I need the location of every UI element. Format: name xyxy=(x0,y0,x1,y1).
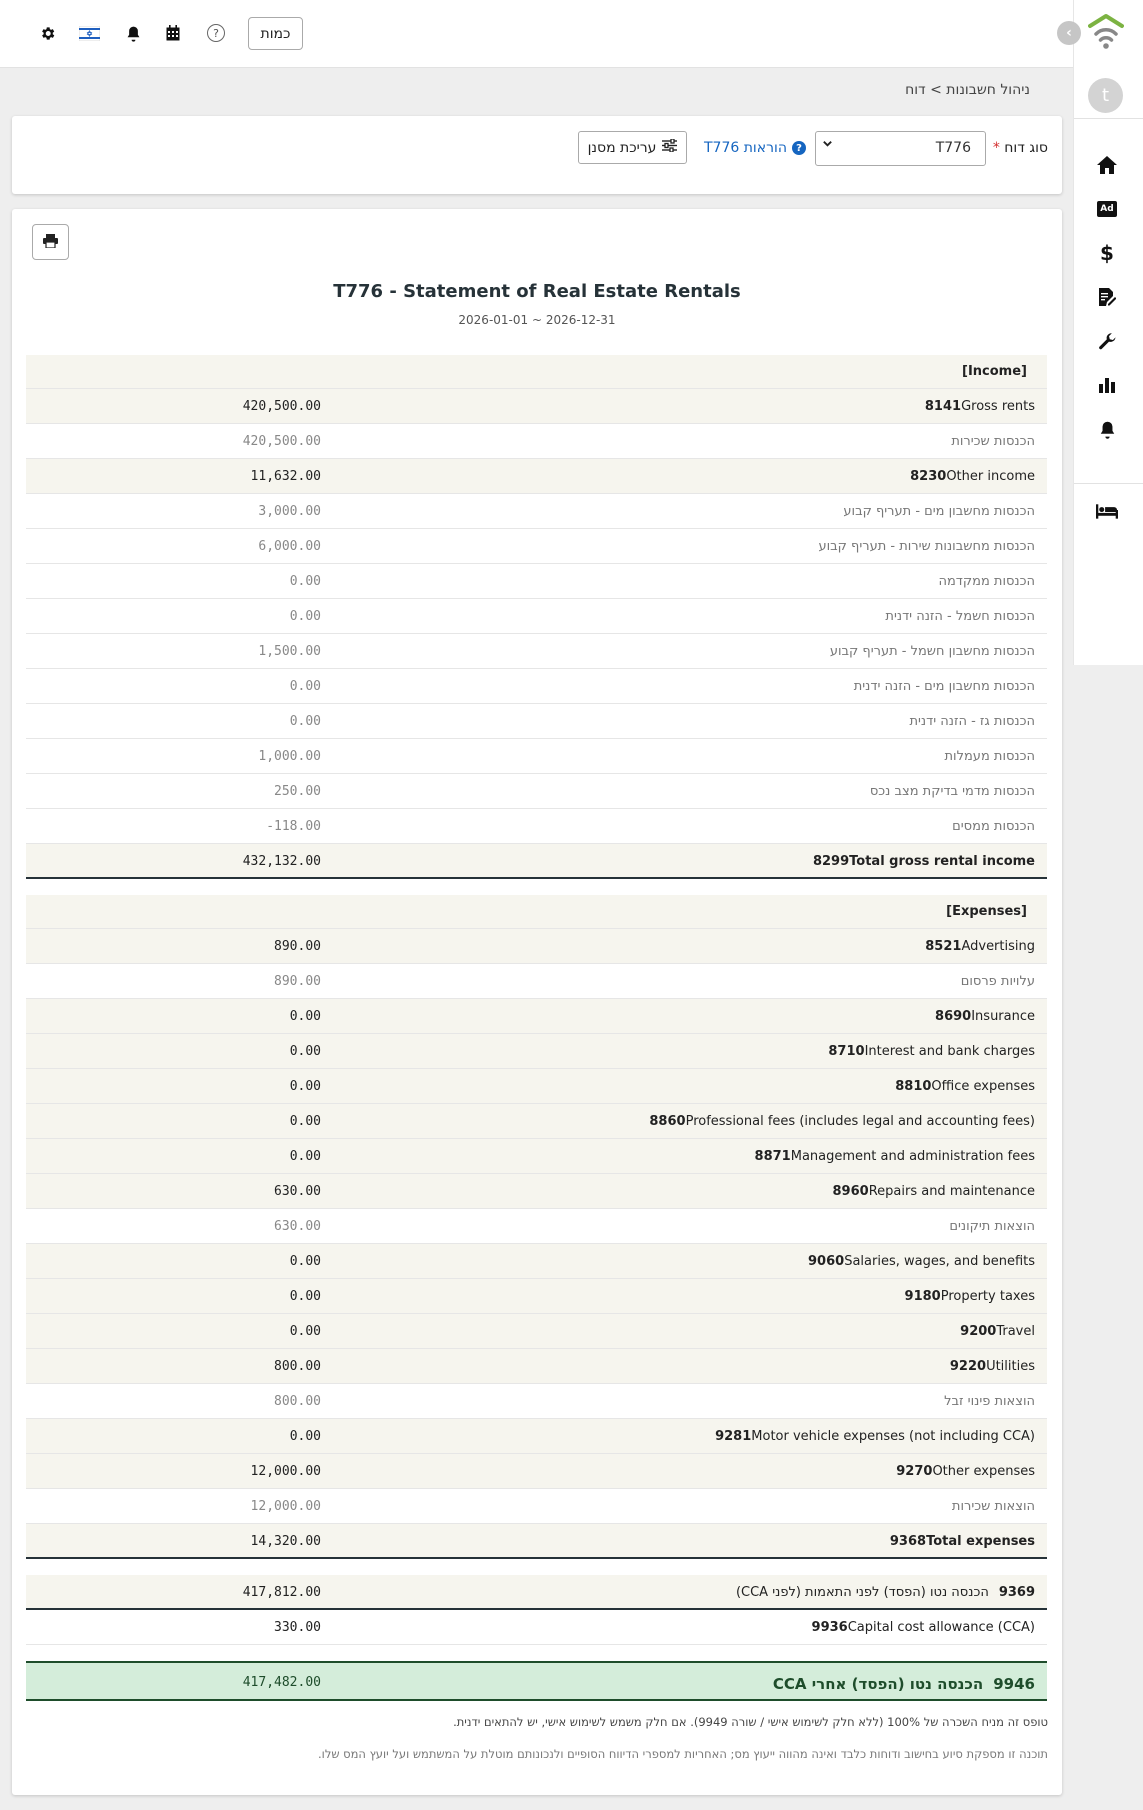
line-description: הכנסות מחשבון מים - הזנה ידנית xyxy=(853,679,1035,694)
line-description: הוצאות שכירות xyxy=(951,1499,1035,1514)
table-row xyxy=(26,1454,1047,1489)
report-title: T776 - Statement of Real Estate Rentals xyxy=(333,281,741,302)
line-description: Advertising xyxy=(961,939,1035,954)
row-gap xyxy=(26,1559,1047,1575)
row-label xyxy=(818,1044,1035,1059)
row-amount: 12,000.00 xyxy=(250,1499,321,1514)
line-description: Professional fees (includes legal and accounting fees) xyxy=(685,1114,1035,1129)
line-code: 9368 xyxy=(889,1534,927,1549)
row-label xyxy=(951,434,1035,449)
line-description: Property taxes xyxy=(940,1289,1035,1304)
row-amount: 0.00 xyxy=(289,1009,321,1024)
detail-row xyxy=(26,809,1047,844)
line-description: Utilities xyxy=(986,1359,1035,1374)
report-type-select[interactable] xyxy=(815,131,986,166)
detail-row xyxy=(26,704,1047,739)
line-description: הכנסות מחשבון מים - תעריף קבוע xyxy=(843,504,1035,519)
row-amount: 6,000.00 xyxy=(258,539,321,554)
row-label xyxy=(952,1499,1035,1514)
bell-icon[interactable] xyxy=(1096,418,1118,440)
row-label xyxy=(950,1324,1035,1339)
line-description: הכנסות ממסים xyxy=(952,819,1035,834)
report-type-label-text: סוג דוח xyxy=(1004,140,1048,156)
line-description: הוצאות תיקונים xyxy=(949,1219,1035,1234)
row-label xyxy=(885,1079,1035,1094)
row-label xyxy=(915,399,1035,414)
line-description: Interest and bank charges xyxy=(864,1044,1035,1059)
help-icon[interactable] xyxy=(206,23,226,43)
row-label xyxy=(940,1359,1035,1374)
line-description: הכנסה נטו (הפסד) לפני התאמות (לפני CCA) xyxy=(735,1585,989,1600)
line-code: 9270 xyxy=(896,1464,933,1479)
table-row xyxy=(26,1034,1047,1069)
detail-row xyxy=(26,669,1047,704)
print-button[interactable] xyxy=(32,224,69,260)
row-amount: 0.00 xyxy=(289,679,321,694)
ad-icon[interactable] xyxy=(1096,198,1118,220)
row-label xyxy=(945,749,1036,764)
line-description: Total gross rental income xyxy=(849,854,1035,869)
report-table xyxy=(26,355,1047,1701)
line-code: 9060 xyxy=(808,1254,845,1269)
table-row xyxy=(26,1419,1047,1454)
section-header-row xyxy=(26,355,1047,389)
row-amount: 890.00 xyxy=(274,974,321,989)
printer-icon xyxy=(43,233,58,252)
row-amount: 800.00 xyxy=(274,1359,321,1374)
row-amount: 0.00 xyxy=(289,1254,321,1269)
row-label xyxy=(773,1675,1035,1693)
edit-filter-button[interactable] xyxy=(578,131,687,164)
row-amount: 0.00 xyxy=(289,574,321,589)
collapse-sidebar-button[interactable]: ‹ xyxy=(1057,21,1081,45)
logo-icon xyxy=(1088,12,1124,52)
home-icon[interactable] xyxy=(1096,154,1118,176)
row-amount: 0.00 xyxy=(289,1114,321,1129)
row-label xyxy=(843,504,1035,519)
line-description: [Income] xyxy=(962,364,1027,379)
line-code: 9220 xyxy=(949,1359,987,1374)
row-label xyxy=(639,1114,1035,1129)
line-description: [Expenses] xyxy=(946,904,1027,919)
line-code: 8860 xyxy=(649,1114,686,1129)
report-date-range: 2026-01-01 ~ 2026-12-31 xyxy=(458,313,616,327)
detail-row xyxy=(26,529,1047,564)
line-description: Repairs and maintenance xyxy=(868,1184,1035,1199)
breadcrumb: ניהול חשבונות > דוח xyxy=(905,82,1030,98)
report-card xyxy=(12,209,1062,1795)
row-amount: 3,000.00 xyxy=(258,504,321,519)
line-description: Travel xyxy=(996,1324,1035,1339)
table-row xyxy=(26,459,1047,494)
line-description: הוצאות פינוי זבל xyxy=(944,1394,1035,1409)
bed-icon[interactable] xyxy=(1096,500,1118,522)
row-amount: 420,500.00 xyxy=(242,434,321,449)
instructions-link-text: הוראות T776 xyxy=(704,140,787,156)
detail-row xyxy=(26,424,1047,459)
line-description: הכנסות מעמלות xyxy=(944,749,1035,764)
row-amount: 432,132.00 xyxy=(242,854,321,869)
detail-row xyxy=(26,564,1047,599)
line-description: הכנסות גז - הזנה ידנית xyxy=(909,714,1035,729)
row-amount: 0.00 xyxy=(289,1079,321,1094)
table-row xyxy=(26,1279,1047,1314)
row-label xyxy=(818,539,1035,554)
row-label xyxy=(880,1534,1035,1549)
row-label xyxy=(736,1585,1035,1600)
sliders-icon xyxy=(662,139,677,156)
row-amount: 1,000.00 xyxy=(258,749,321,764)
section-header-row xyxy=(26,895,1047,929)
line-description: הכנסות חשמל - הזנה ידנית xyxy=(885,609,1035,624)
line-code: 8141 xyxy=(924,399,962,414)
table-row xyxy=(26,1244,1047,1279)
line-code: 8710 xyxy=(828,1044,865,1059)
line-description: הכנסה נטו (הפסד) אחרי CCA xyxy=(772,1675,984,1693)
table-row xyxy=(26,1174,1047,1209)
line-description: Capital cost allowance (CCA) xyxy=(847,1620,1035,1635)
row-label xyxy=(946,904,1027,919)
table-row xyxy=(26,1104,1047,1139)
row-label xyxy=(885,609,1035,624)
line-code: 8690 xyxy=(935,1009,972,1024)
wrench-icon[interactable] xyxy=(1096,330,1118,352)
instructions-link[interactable] xyxy=(704,140,806,156)
line-description: Gross rents xyxy=(961,399,1035,414)
row-label xyxy=(895,1289,1035,1304)
row-amount: 11,632.00 xyxy=(250,469,321,484)
chevron-down-icon xyxy=(822,138,833,153)
line-code: 9281 xyxy=(715,1429,752,1444)
row-amount: 417,482.00 xyxy=(242,1675,321,1690)
contract-icon[interactable] xyxy=(1096,286,1118,308)
row-amount: 0.00 xyxy=(289,609,321,624)
detail-row xyxy=(26,1489,1047,1524)
ad-icon-text: Ad xyxy=(1097,201,1117,217)
line-description: Motor vehicle expenses (not including CCA) xyxy=(751,1429,1035,1444)
line-code: 8810 xyxy=(895,1079,932,1094)
table-row xyxy=(26,1349,1047,1384)
row-label xyxy=(854,679,1035,694)
line-code: 8871 xyxy=(754,1149,791,1164)
line-code: 9936 xyxy=(811,1620,848,1635)
row-label xyxy=(938,574,1035,589)
table-row xyxy=(26,1314,1047,1349)
row-amount: 12,000.00 xyxy=(250,1464,321,1479)
row-amount: 630.00 xyxy=(274,1219,321,1234)
row-label xyxy=(961,974,1035,989)
detail-row xyxy=(26,494,1047,529)
row-amount: 0.00 xyxy=(289,1429,321,1444)
row-amount: 420,500.00 xyxy=(242,399,321,414)
table-row xyxy=(26,1610,1047,1645)
table-row xyxy=(26,1069,1047,1104)
detail-row xyxy=(26,1384,1047,1419)
row-amount: -118.00 xyxy=(266,819,321,834)
row-amount: 250.00 xyxy=(274,784,321,799)
line-description: הכנסות שכירות xyxy=(951,434,1035,449)
report-type-value: T776 xyxy=(935,140,971,156)
row-amount: 890.00 xyxy=(274,939,321,954)
row-label xyxy=(952,819,1035,834)
line-description: הכנסות ממקדמה xyxy=(938,574,1035,589)
detail-row xyxy=(26,599,1047,634)
row-amount: 800.00 xyxy=(274,1394,321,1409)
dollar-icon[interactable]: $ xyxy=(1100,241,1114,265)
line-code: 9180 xyxy=(904,1289,941,1304)
detail-row xyxy=(26,739,1047,774)
row-label xyxy=(944,1394,1035,1409)
row-gap xyxy=(26,1645,1047,1661)
row-label xyxy=(823,1184,1035,1199)
row-label xyxy=(900,469,1035,484)
row-amount: 0.00 xyxy=(289,1149,321,1164)
row-gap xyxy=(26,879,1047,895)
bell-icon[interactable] xyxy=(123,23,143,43)
help-symbol: ? xyxy=(207,24,225,42)
quantity-button[interactable]: כמות xyxy=(248,17,303,50)
question-icon: ? xyxy=(792,141,806,155)
line-code: 9200 xyxy=(960,1324,997,1339)
gear-icon[interactable] xyxy=(37,23,57,43)
line-code: 8960 xyxy=(832,1184,869,1199)
row-amount: 0.00 xyxy=(289,1289,321,1304)
line-description: Salaries, wages, and benefits xyxy=(844,1254,1035,1269)
line-description: הכנסות מדמי בדיקת מצב נכס xyxy=(869,784,1035,799)
row-amount: 330.00 xyxy=(274,1620,321,1635)
detail-row xyxy=(26,774,1047,809)
line-code: 8299 xyxy=(812,854,850,869)
edit-filter-label: עריכת מסנן xyxy=(587,139,657,156)
line-description: Office expenses xyxy=(931,1079,1035,1094)
table-row xyxy=(26,844,1047,879)
row-label xyxy=(962,364,1027,379)
row-label xyxy=(803,854,1035,869)
line-description: Other expenses xyxy=(932,1464,1035,1479)
top-bar xyxy=(0,0,1073,68)
required-mark: * xyxy=(992,140,1000,156)
table-row xyxy=(26,389,1047,424)
net-income-row xyxy=(26,1661,1047,1701)
row-label xyxy=(886,1464,1035,1479)
report-type-label xyxy=(993,140,1048,156)
row-label xyxy=(802,1620,1035,1635)
table-row xyxy=(26,929,1047,964)
row-amount: 630.00 xyxy=(274,1184,321,1199)
table-row xyxy=(26,1575,1047,1610)
line-description: Total expenses xyxy=(926,1534,1035,1549)
row-label xyxy=(915,939,1035,954)
detail-row xyxy=(26,634,1047,669)
line-code: 8230 xyxy=(910,469,947,484)
row-label xyxy=(949,1219,1035,1234)
row-amount: 417,812.00 xyxy=(242,1585,321,1600)
row-label xyxy=(909,714,1035,729)
row-amount: 14,320.00 xyxy=(250,1534,321,1549)
line-description: Management and administration fees xyxy=(790,1149,1035,1164)
row-amount: 0.00 xyxy=(289,1324,321,1339)
table-row xyxy=(26,999,1047,1034)
row-amount: 1,500.00 xyxy=(258,644,321,659)
israel-flag-icon[interactable] xyxy=(78,23,100,43)
row-label xyxy=(830,644,1035,659)
line-description: Insurance xyxy=(971,1009,1035,1024)
line-code: 9946 xyxy=(993,1675,1035,1693)
row-label xyxy=(925,1009,1035,1024)
line-code: 9369 xyxy=(998,1585,1035,1600)
row-amount: 0.00 xyxy=(289,714,321,729)
row-label xyxy=(798,1254,1035,1269)
row-label xyxy=(870,784,1035,799)
avatar[interactable]: t xyxy=(1088,78,1123,113)
report-footnote: תוכנה זו מספקת סיוע בחישוב ודוחות כלבד ואינה מהווה ייעוץ מס; האחריות למספרי הדיווח הסופיים ולנכונותם מוטלת על המשתמש ועל יועץ המס שלו. xyxy=(318,1747,1048,1761)
detail-row xyxy=(26,964,1047,999)
calendar-icon[interactable] xyxy=(163,23,183,43)
report-footnote: טופס זה מניח השכרה של 100% (ללא חלק לשימוש אישי / שורה 9949). אם חלק משמש לשימוש אישי, יש להתאים ידנית. xyxy=(453,1715,1048,1729)
bar-chart-icon[interactable] xyxy=(1096,374,1118,396)
line-description: Other income xyxy=(946,469,1035,484)
row-label xyxy=(745,1149,1035,1164)
sidebar-divider xyxy=(1074,483,1143,484)
line-description: הכנסות מחשבון חשמל - תעריף קבוע xyxy=(829,644,1035,659)
line-description: הכנסות מחשבונות שירות - תעריף קבוע xyxy=(818,539,1035,554)
filter-panel xyxy=(12,116,1062,194)
table-row xyxy=(26,1524,1047,1559)
table-row xyxy=(26,1139,1047,1174)
sidebar-divider xyxy=(1074,118,1143,119)
line-code: 8521 xyxy=(925,939,962,954)
detail-row xyxy=(26,1209,1047,1244)
line-description: עלויות פרסום xyxy=(960,974,1035,989)
row-label xyxy=(705,1429,1035,1444)
row-amount: 0.00 xyxy=(289,1044,321,1059)
